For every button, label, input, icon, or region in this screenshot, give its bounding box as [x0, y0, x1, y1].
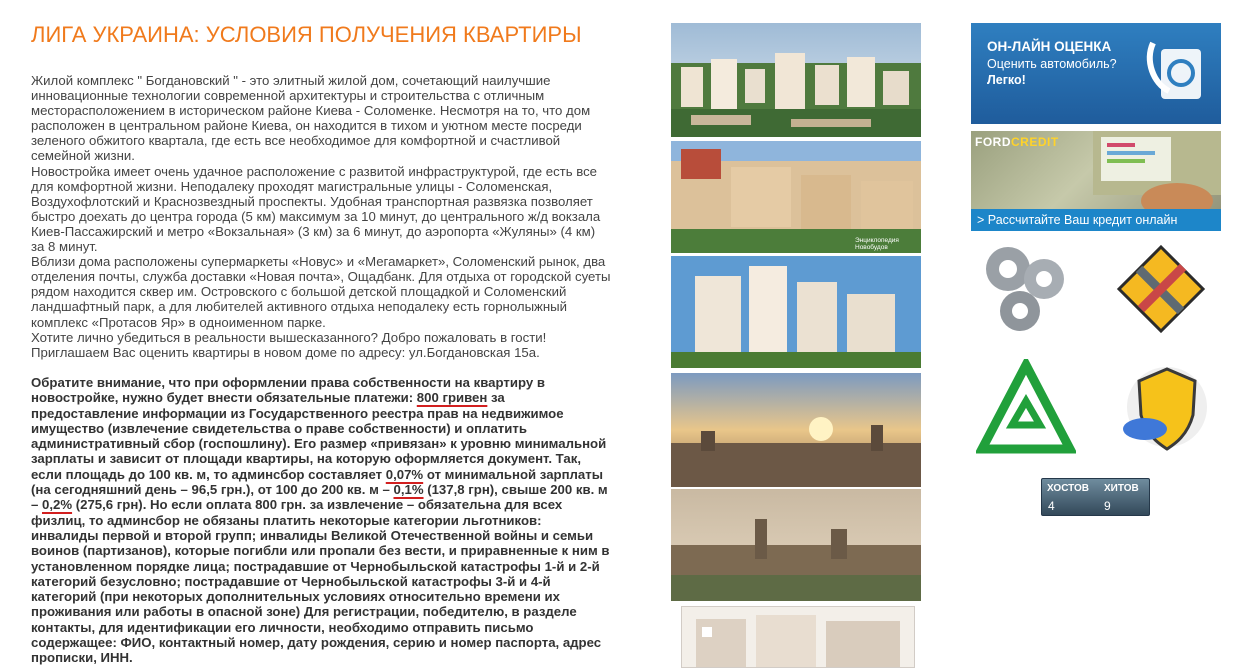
article-paragraph: Хотите лично убедиться в реальности вышесказанного? Добро пожаловать в гости! Приглашаем Вас оценить квартиры в новом доме по адресу: ул.Богдановская 15а. [31, 329, 547, 360]
ford-credit-logo: FORDCREDIT [975, 135, 1059, 149]
notice-text: Обратите внимание, что при оформлении права собственности на квартиру в новостройке, нужно будет внести обязательные платежи: [31, 375, 545, 406]
phone-email-icon [1143, 31, 1213, 111]
ford-credit-banner[interactable] [971, 131, 1221, 231]
complex-aerial-photo[interactable] [671, 23, 921, 137]
article-paragraph: Новостройка имеет очень удачное расположение с развитой инфраструктурой, где есть все для комфортной жизни. Неподалеку проходят магистральные улицы - Соломенская, Воздухофлотский и Краснозвездный проспекты. Удобная транспортная развязка позволяет быстро доехать до центра города (5 км) максимум за 10 минут, до центрального ж/д вокзала Киев-Пассажирский и метро «Вокзальная» (3 км) за 6 минут, до аэропорта «Жуляны» (4 км) за 8 минут. [31, 163, 601, 255]
banner-subtitle: Оценить автомобиль? [987, 57, 1117, 71]
online-estimate-banner[interactable] [971, 23, 1221, 124]
visit-counter[interactable] [1041, 478, 1150, 516]
article-body [31, 73, 611, 360]
gears-icon[interactable] [976, 239, 1076, 339]
notice-text: от минимальной зарплаты (на сегодняшний день – 96,5 грн.), от 100 до 200 кв. м – [31, 466, 603, 498]
article-paragraph: Жилой комплекс " Богдановский " - это элитный жилой дом, сочетающий наилучшие инновационные технологии современной архитектуры и строительства с отличным месторасположением в историческом районе Киева - Соломенке. Несмотря на то, что дом расположен в центральном районе Киева, он находится в тихом и уютном месте посреди зеленого обжитого квартала, где есть все необходимое для комфортной и счастливой семейной жизни. [31, 73, 591, 164]
notice-text: за предоставление информации из Государственного реестра прав на недвижимое имущество (извлечение свидетельства о праве собственности) и оплатить административный сбор (госпошлину). Его размер «привязан» к уровню минимальной зарплаты и зависит от площади квартиры, на которую оформляется документ. Так, если площадь до 100 кв. м, то админсбор составляет [31, 390, 607, 482]
article-paragraph: Вблизи дома расположены супермаркеты «Новус» и «Мегамаркет», Соломенский рынок, два отделения почты, служба доставки «Новая почта», Ощадбанк. Для отдыха от городской суеты рядом находится сквер им. Островского с большой детской площадкой и Соломенский ландшафтный парк, а для любителей активного отдыха неподалеку есть горнолыжный комплекс «Протасов Яр» в одноименном парке. [31, 254, 611, 330]
hits-label: ХИТОВ [1104, 483, 1139, 494]
car-shield-icon[interactable] [1111, 359, 1211, 459]
hosts-value: 4 [1048, 499, 1055, 513]
highlight-02-percent: 0,2% [42, 497, 73, 513]
banner-title: ОН-ЛАЙН ОЦЕНКА [987, 39, 1112, 54]
recycle-sign-icon[interactable] [976, 359, 1076, 459]
notice-text: (275,6 грн). Но если оплата 800 грн. за извлечение – обязательна для всех физлиц, то админсбор не обязаны платить некоторые категории льготников: инвалиды первой и второй групп; инвалиды Великой Отечественной войны и семьи воинов (партизанов), которые погибли или пропали без вести, и приравненные к ним в установленном порядке лица; пострадавшие от Чернобыльской катастрофы 1-й и 2-й категорий безусловно; пострадавшие от Чернобыльской катастрофы 3-й и 4-й категорий (при некоторых дополнительных условиях относительно времени их проживания или работы в опасной зоне) Для регистрации, победителю, в разделе контакты, для идентификации его личности, необходимо отправить письмо содержащее: ФИО, контактный номер, дату рождения, серию и номер паспорта, адрес прописки, ИНН. [31, 497, 610, 666]
hits-value: 9 [1104, 499, 1111, 513]
city-sunset-photo[interactable] [671, 373, 921, 487]
highlight-007-percent: 0,07% [385, 466, 424, 482]
city-panorama-photo[interactable] [671, 489, 921, 601]
page-title: ЛИГА УКРАИНА: УСЛОВИЯ ПОЛУЧЕНИЯ КВАРТИРЫ [31, 22, 582, 47]
hosts-label: ХОСТОВ [1047, 483, 1090, 494]
complex-highrise-photo[interactable] [671, 256, 921, 368]
payment-notice [31, 375, 611, 666]
banner-strong-text: Легко! [987, 73, 1026, 87]
notice-text: (137,8 грн), свыше 200 кв. м – [31, 482, 608, 513]
highlight-800-uah: 800 гривен [416, 390, 488, 406]
photo-caption: Энциклопедия Новобудов [855, 237, 899, 251]
credit-calc-link[interactable]: > Рассчитайте Ваш кредит онлайн [971, 209, 1221, 231]
apartment-plan-photo[interactable] [681, 606, 915, 668]
tools-sign-icon[interactable] [1111, 239, 1211, 339]
complex-facade-photo[interactable] [671, 141, 921, 253]
highlight-01-percent: 0,1% [393, 482, 424, 498]
